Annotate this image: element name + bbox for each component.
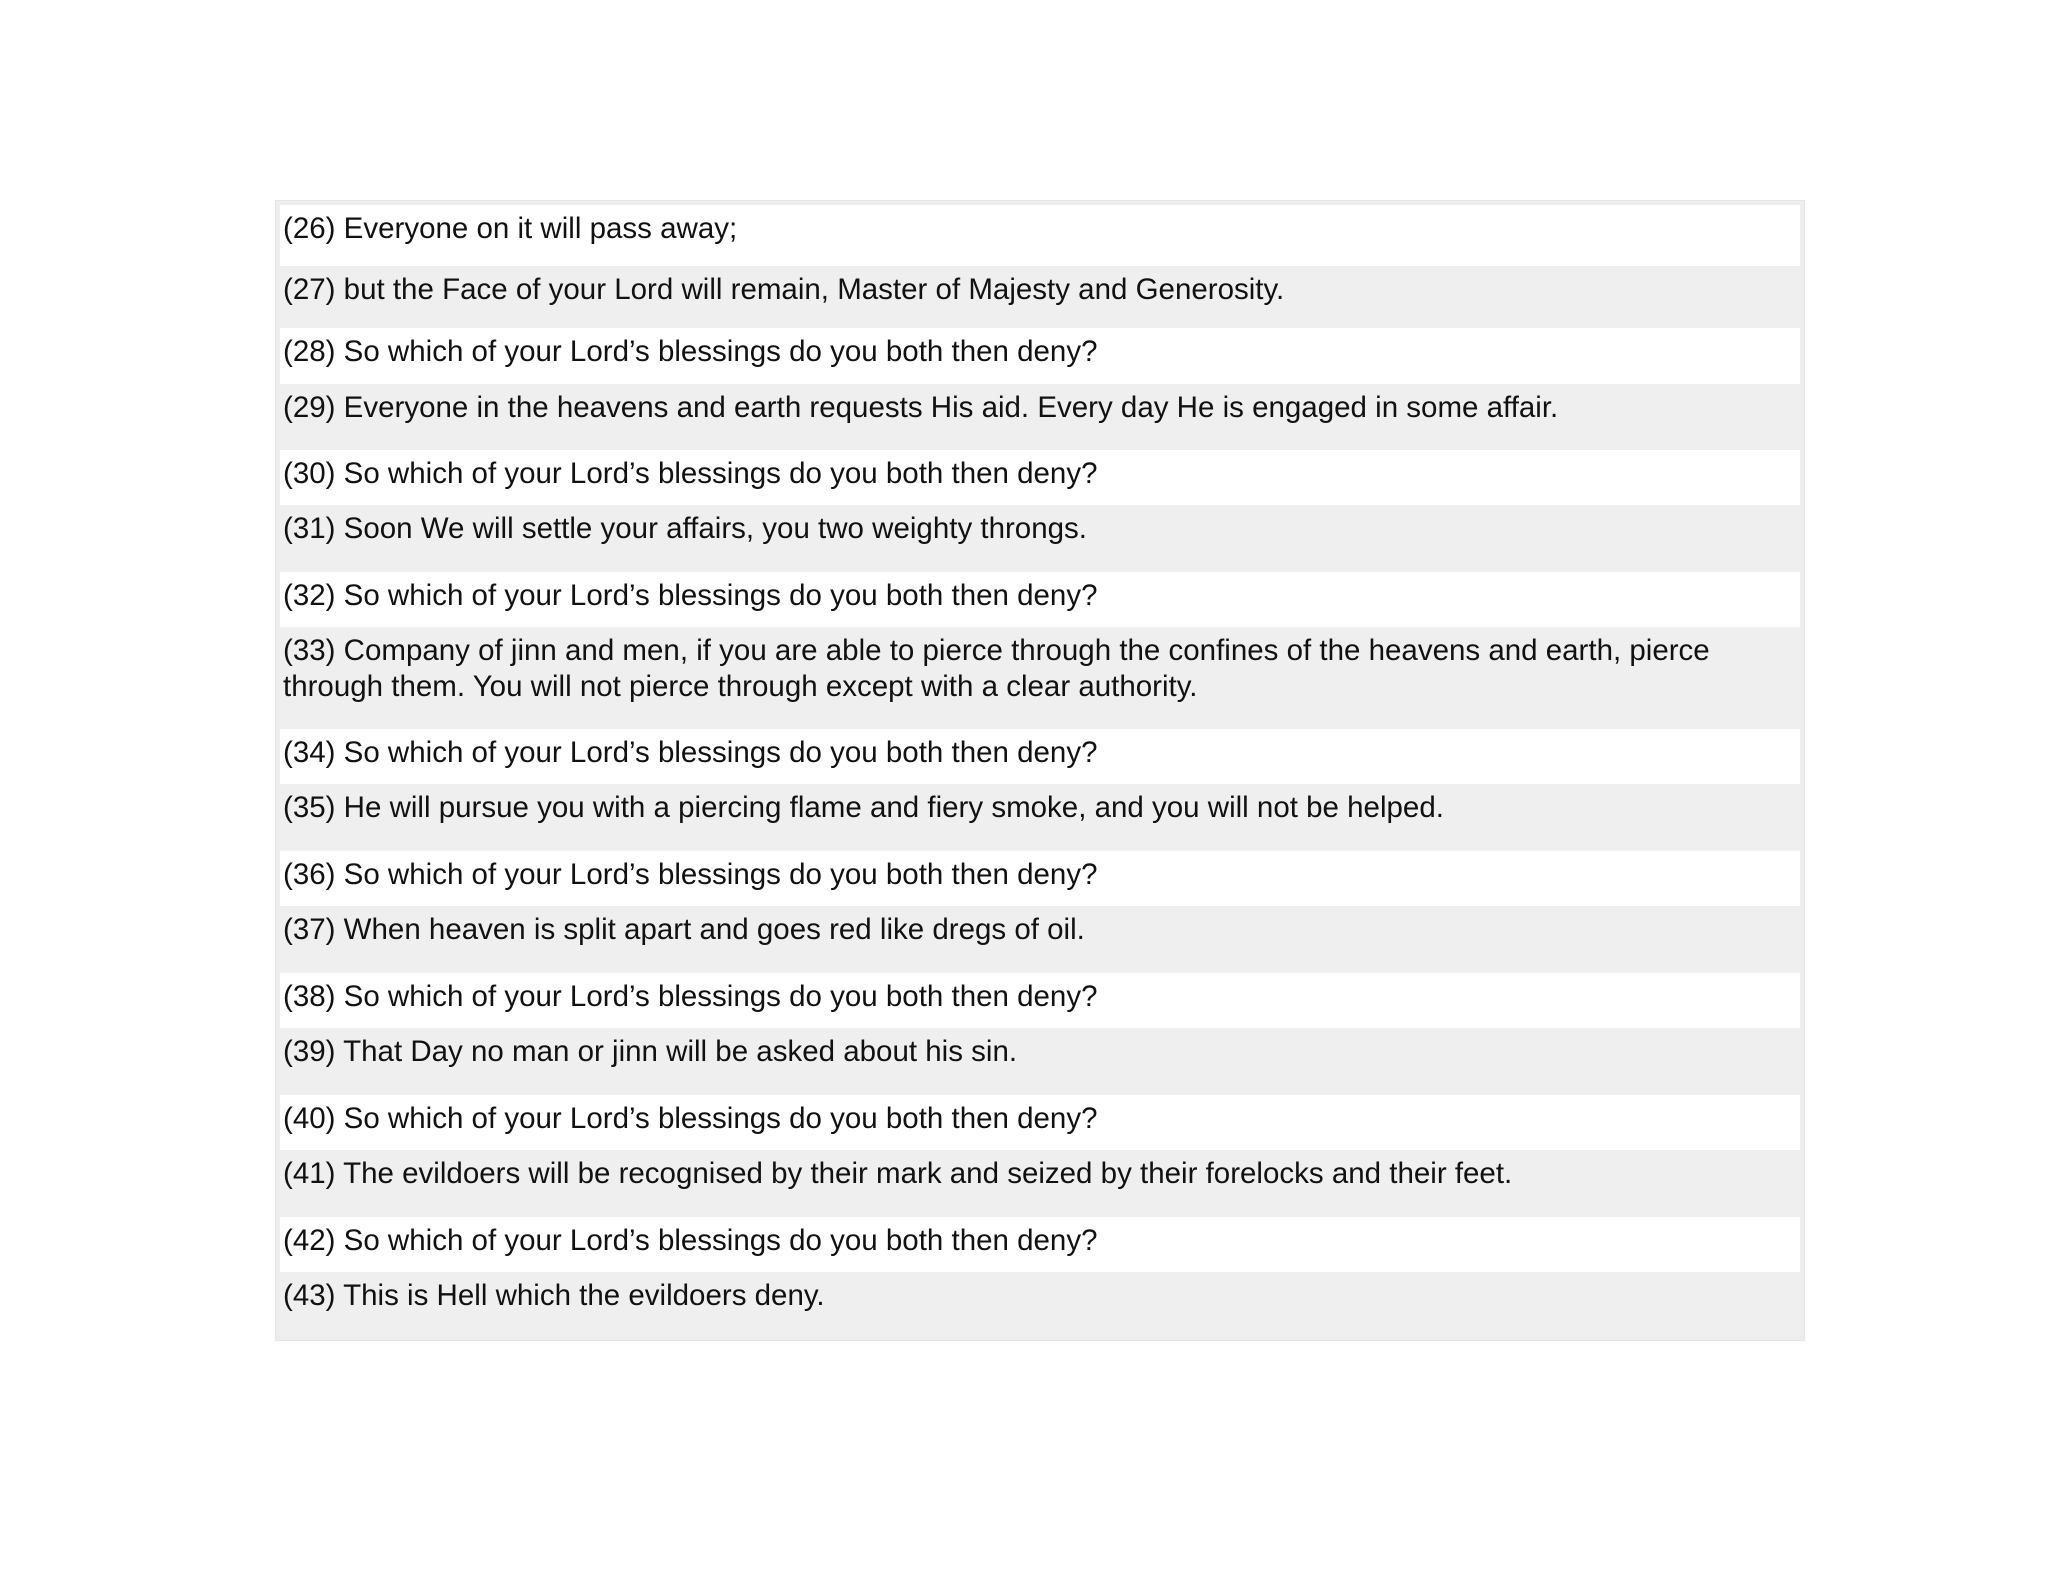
verse-row-27: (27) but the Face of your Lord will remain, Master of Majesty and Generosity. <box>280 266 1800 328</box>
verse-row-34: (34) So which of your Lord’s blessings do you both then deny? <box>280 729 1800 784</box>
verse-row-32: (32) So which of your Lord’s blessings do you both then deny? <box>280 572 1800 627</box>
verse-row-30: (30) So which of your Lord’s blessings do you both then deny? <box>280 450 1800 505</box>
verse-row-36: (36) So which of your Lord’s blessings do you both then deny? <box>280 851 1800 906</box>
verse-row-38: (38) So which of your Lord’s blessings do you both then deny? <box>280 973 1800 1028</box>
verse-row-41: (41) The evildoers will be recognised by their mark and seized by their forelocks and their feet. <box>280 1150 1800 1217</box>
verse-row-35: (35) He will pursue you with a piercing flame and fiery smoke, and you will not be helped. <box>280 784 1800 851</box>
verse-row-31: (31) Soon We will settle your affairs, you two weighty throngs. <box>280 505 1800 572</box>
verse-table <box>275 200 1805 1341</box>
verse-row-33: (33) Company of jinn and men, if you are able to pierce through the confines of the heavens and earth, pierce through them. You will not pierce through except with a clear authority. <box>280 627 1800 729</box>
verse-row-43: (43) This is Hell which the evildoers deny. <box>280 1272 1800 1336</box>
verse-row-40: (40) So which of your Lord’s blessings do you both then deny? <box>280 1095 1800 1150</box>
verse-row-28: (28) So which of your Lord’s blessings do you both then deny? <box>280 328 1800 384</box>
verse-row-29: (29) Everyone in the heavens and earth requests His aid. Every day He is engaged in some affair. <box>280 384 1800 450</box>
verse-row-26: (26) Everyone on it will pass away; <box>280 205 1800 266</box>
verse-row-37: (37) When heaven is split apart and goes red like dregs of oil. <box>280 906 1800 973</box>
verse-row-39: (39) That Day no man or jinn will be asked about his sin. <box>280 1028 1800 1095</box>
verse-row-42: (42) So which of your Lord’s blessings do you both then deny? <box>280 1217 1800 1272</box>
